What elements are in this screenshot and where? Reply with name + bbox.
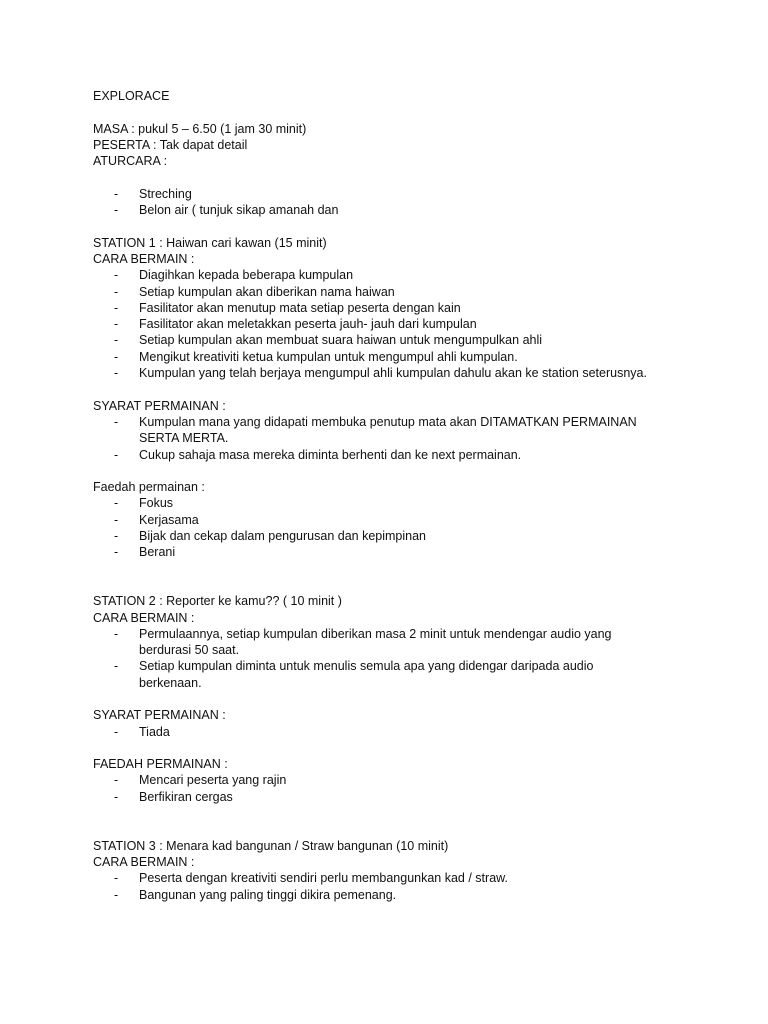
list-item: - Tiada [114, 724, 170, 739]
document-body [93, 88, 733, 903]
list-item: - Fokus [114, 496, 174, 511]
list-item: - Bangunan yang paling tinggi dikira pemenang. [114, 887, 397, 902]
list-item: - Berani [114, 545, 176, 560]
list-item: - Cukup sahaja masa mereka diminta berhenti dan ke next permainan. [114, 447, 522, 462]
list-item: - Setiap kumpulan diminta untuk menulis semula apa yang didengar daripada audio berkenaan. [114, 659, 594, 690]
station1-heading: STATION 1 : Haiwan cari kawan (15 minit) [93, 235, 327, 250]
list-item: - Belon air ( tunjuk sikap amanah dan [114, 203, 339, 218]
list-item: - Diagihkan kepada beberapa kumpulan [114, 268, 354, 283]
list-item: - Kumpulan mana yang didapati membuka penutup mata akan DITAMATKAN PERMAINAN SERTA MERTA. [114, 414, 637, 446]
station1-cara-list [93, 267, 733, 381]
station2-syarat-heading: SYARAT PERMAINAN : [93, 708, 226, 723]
station3-heading: STATION 3 : Menara kad bangunan / Straw bangunan (10 minit) [93, 838, 449, 853]
list-item: - Streching [114, 186, 192, 201]
masa-line: MASA : pukul 5 – 6.50 (1 jam 30 minit) [93, 121, 307, 136]
station1-faedah-heading: Faedah permainan : [93, 480, 205, 495]
list-item: - Kumpulan yang telah berjaya mengumpul ahli kumpulan dahulu akan ke station seterusnya. [114, 366, 647, 381]
station2-cara-list [93, 626, 733, 691]
list-item: - Kerjasama [114, 512, 199, 527]
list-item: - Fasilitator akan menutup mata setiap peserta dengan kain [114, 300, 461, 315]
station2-syarat-list [93, 724, 733, 740]
document-title: EXPLORACE [93, 89, 170, 103]
station3-cara-list [93, 870, 733, 903]
list-item: - Setiap kumpulan akan diberikan nama haiwan [114, 284, 395, 299]
station1-cara-heading: CARA BERMAIN : [93, 251, 195, 266]
list-item: - Permulaannya, setiap kumpulan diberikan masa 2 minit untuk mendengar audio yang berdurasi 50 saat. [114, 626, 612, 658]
list-item: - Peserta dengan kreativiti sendiri perlu membangunkan kad / straw. [114, 871, 508, 886]
list-item: - Mengikut kreativiti ketua kumpulan untuk mengumpul ahli kumpulan. [114, 349, 518, 364]
aturcara-heading: ATURCARA : [93, 154, 168, 169]
station2-faedah-list [93, 772, 733, 805]
list-item: - Mencari peserta yang rajin [114, 773, 287, 788]
station2-faedah-heading: FAEDAH PERMAINAN : [93, 757, 228, 772]
list-item: - Setiap kumpulan akan membuat suara haiwan untuk mengumpulkan ahli [114, 333, 543, 348]
station1-faedah-list [93, 495, 733, 560]
list-item: - Berfikiran cergas [114, 789, 233, 804]
station2-cara-heading: CARA BERMAIN : [93, 610, 195, 625]
station3-cara-heading: CARA BERMAIN : [93, 854, 195, 869]
station1-syarat-list [93, 414, 733, 463]
list-item: - Bijak dan cekap dalam pengurusan dan kepimpinan [114, 529, 426, 544]
peserta-line: PESERTA : Tak dapat detail [93, 137, 248, 152]
aturcara-list [93, 186, 733, 219]
station1-syarat-heading: SYARAT PERMAINAN : [93, 398, 226, 413]
list-item: - Fasilitator akan meletakkan peserta jauh- jauh dari kumpulan [114, 317, 477, 332]
station2-heading: STATION 2 : Reporter ke kamu?? ( 10 minit ) [93, 594, 342, 609]
